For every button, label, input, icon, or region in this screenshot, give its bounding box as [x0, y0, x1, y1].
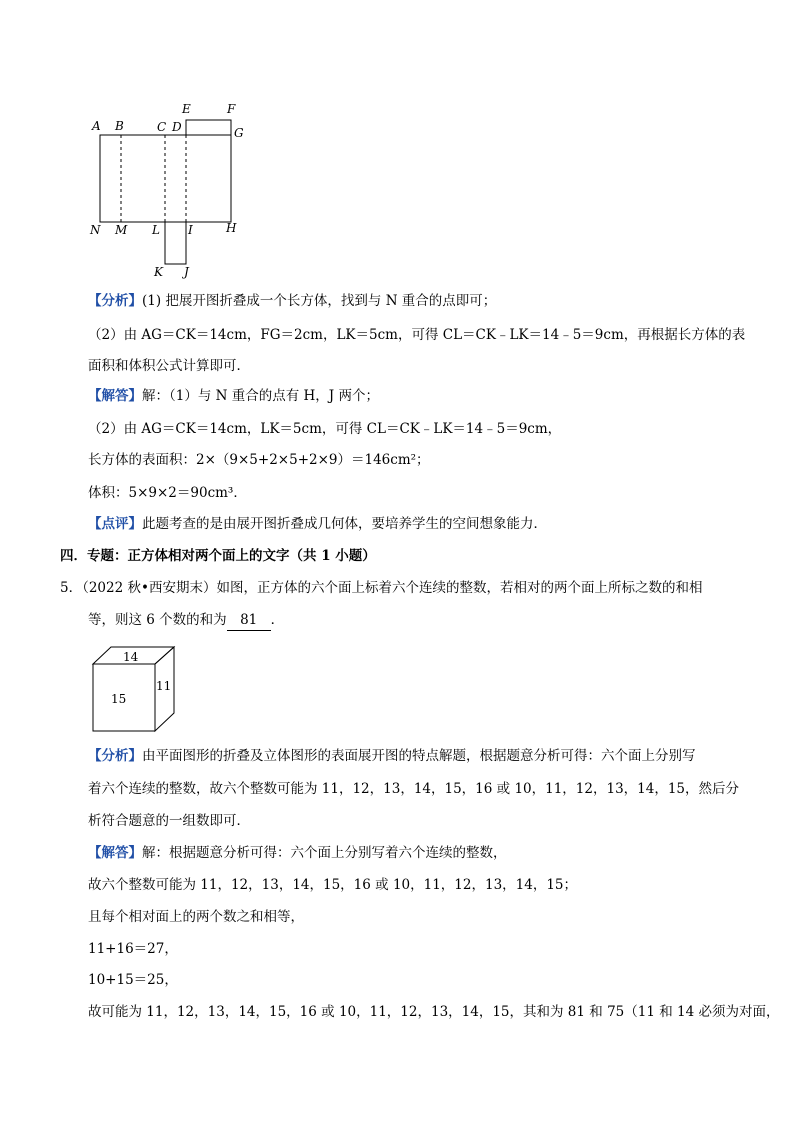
net-top-flap: [186, 120, 231, 135]
analysis-2-line-3: 析符合题意的一组数即可．: [88, 813, 250, 829]
answer-blank: 81: [227, 610, 271, 631]
label-h: H: [226, 221, 237, 235]
answer-2-line-6: 故可能为 11，12，13，14，15，16 或 10，11，12，13，14，15，其和为 81 和 75（11 和 14 必须为对面，: [88, 1004, 780, 1020]
answer-2-line-5: 10+15＝25，: [88, 972, 178, 988]
label-m: M: [115, 223, 128, 237]
analysis-tag: 【分析】: [88, 748, 142, 764]
comment-1: 【点评】此题考查的是由展开图折叠成几何体，要培养学生的空间想象能力．: [88, 516, 547, 532]
answer-1-line-4: 体积：5×9×2＝90cm³．: [88, 485, 247, 501]
cube-svg: [88, 644, 184, 736]
analysis-1-line-3: 面积和体积公式计算即可．: [88, 358, 250, 374]
label-i: I: [188, 223, 193, 237]
cube-top-number: 14: [123, 650, 139, 664]
cube-side-number: 11: [156, 679, 172, 693]
analysis-tag: 【分析】: [88, 293, 142, 309]
cube-figure: [88, 644, 184, 736]
label-j: J: [184, 265, 189, 279]
analysis-2-line-2: 着六个连续的整数，故六个整数可能为 11，12，13，14，15，16 或 10，11，12，13，14，15，然后分: [88, 781, 740, 797]
label-n: N: [90, 223, 101, 237]
answer-2-line-2: 故六个整数可能为 11，12，13，14，15，16 或 10，11，12，13，14，15；: [88, 877, 578, 893]
answer-tag: 【解答】: [88, 845, 142, 861]
label-c: C: [157, 120, 167, 134]
answer-2-line-3: 且每个相对面上的两个数之和相等，: [88, 909, 304, 925]
cuboid-net-svg: [84, 98, 264, 280]
label-k: K: [154, 265, 163, 279]
label-a: A: [92, 119, 101, 133]
label-d: D: [172, 120, 182, 134]
answer-2-line-4: 11+16＝27，: [88, 941, 178, 957]
net-bottom-flap: [165, 222, 186, 264]
answer-1-line-2: （2）由 AG＝CK＝14cm，LK＝5cm，可得 CL＝CK﹣LK＝14﹣5＝9cm，: [88, 421, 562, 437]
section-heading: 四．专题：正方体相对两个面上的文字（共 1 小题）: [60, 548, 376, 564]
label-b: B: [115, 119, 124, 133]
answer-1-line-3: 长方体的表面积：2×（9×5+2×5+2×9）＝146cm²；: [88, 452, 430, 468]
answer-2-line-1: 【解答】解：根据题意分析可得：六个面上分别写着六个连续的整数，: [88, 845, 507, 861]
analysis-1-line-2: （2）由 AG＝CK＝14cm，FG＝2cm，LK＝5cm，可得 CL＝CK﹣LK＝14﹣5＝9cm，再根据长方体的表: [88, 327, 746, 343]
label-f: F: [227, 102, 236, 116]
question-5-line-1: 5．（2022 秋•西安期末）如图，正方体的六个面上标着六个连续的整数，若相对的两个面上所标之数的和相: [60, 580, 703, 596]
analysis-2-line-1: 【分析】由平面图形的折叠及立体图形的表面展开图的特点解题，根据题意分析可得：六个面上分别写: [88, 748, 696, 764]
question-5-line-2: 等，则这 6 个数的和为 81 ．: [88, 610, 728, 631]
cube-front-number: 15: [111, 692, 127, 706]
analysis-1-line-1: 【分析】(1) 把展开图折叠成一个长方体，找到与 N 重合的点即可；: [88, 293, 497, 309]
label-e: E: [182, 102, 191, 116]
cuboid-net-figure: [84, 98, 264, 280]
answer-1-line-1: 【解答】解：（1）与 N 重合的点有 H，J 两个；: [88, 388, 380, 404]
label-l: L: [152, 223, 160, 237]
answer-tag: 【解答】: [88, 388, 142, 404]
comment-tag: 【点评】: [88, 516, 142, 532]
label-g: G: [234, 126, 244, 140]
